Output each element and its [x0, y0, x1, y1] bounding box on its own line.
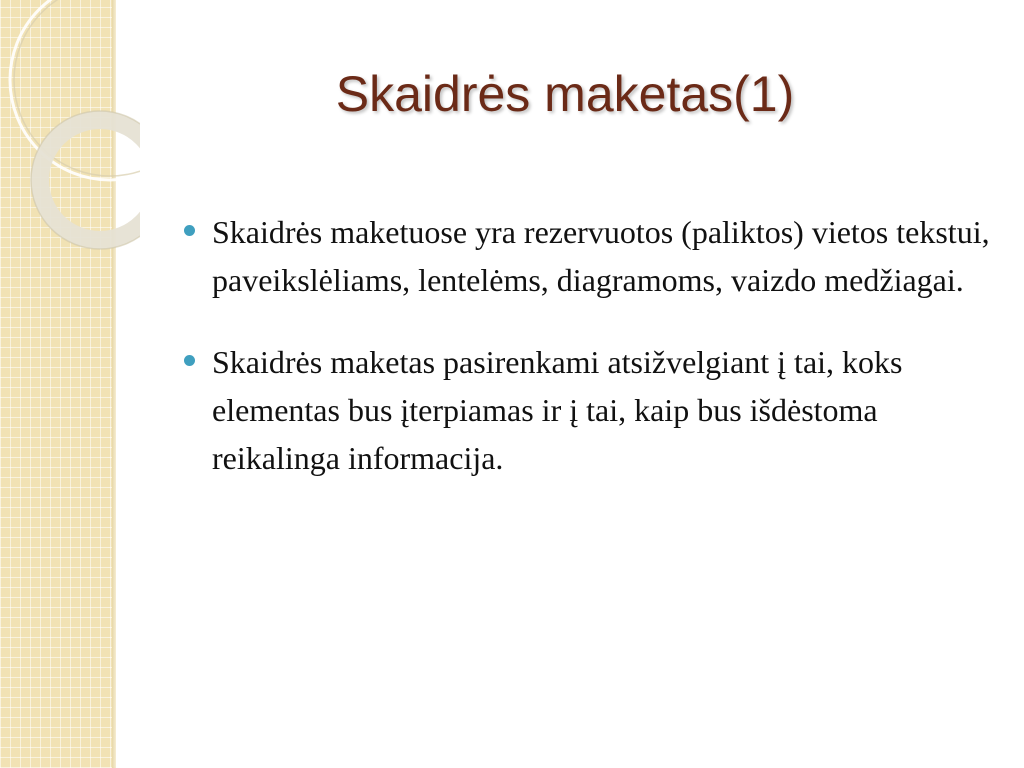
bullet-item: [184, 208, 1004, 304]
bullet-text: Skaidrės maketuose yra rezervuotos (paliktos) vietos tekstui, paveikslėliams, lentelėms, diagramoms, vaizdo medžiagai.: [212, 214, 990, 298]
slide-title: Skaidrės maketas(1): [335, 66, 795, 122]
ring-decoration-icon: [0, 0, 140, 260]
circle-bullet-icon: [184, 225, 195, 236]
bullet-list: [184, 208, 1004, 516]
bullet-item: [184, 338, 1004, 482]
circle-bullet-icon: [184, 355, 195, 366]
bullet-text: Skaidrės maketas pasirenkami atsižvelgiant į tai, koks elementas bus įterpiamas ir į tai, kaip bus išdėstoma reikalinga informacija.: [212, 344, 903, 476]
